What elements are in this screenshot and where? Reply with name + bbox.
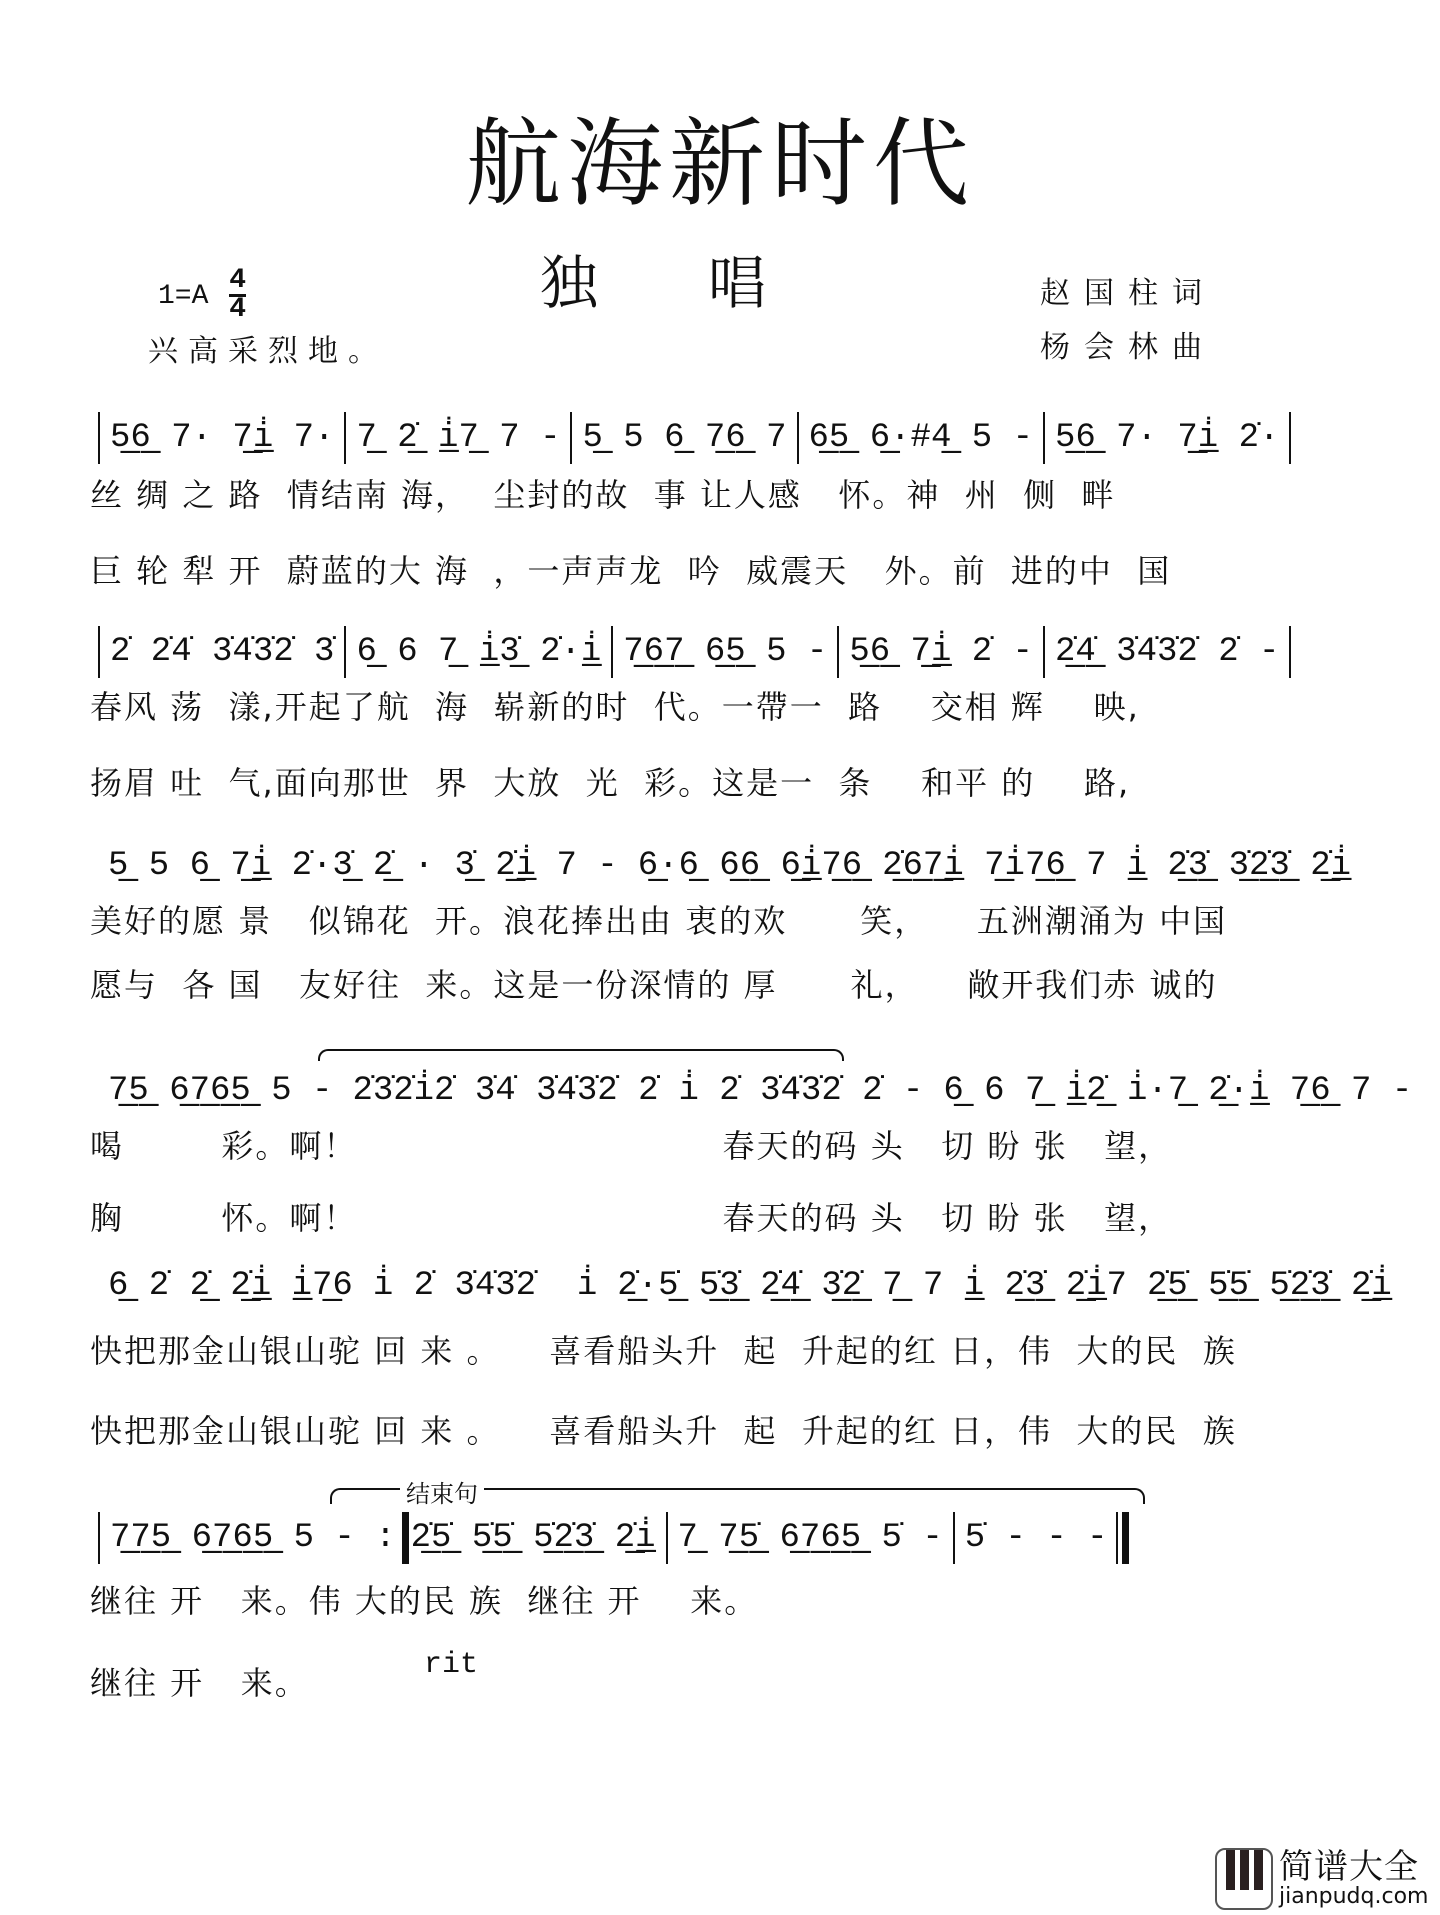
time-sig-bottom: 4 (229, 294, 247, 325)
lyric-verse-2: 胸 怀。啊！ 春天的码 头 切 盼 张 望， (90, 1199, 1173, 1237)
measure: 2̲̇5̲̇ 5̲̇5̲̇ 5̲̇2̲̇3̲̇ 2̲̇i̲̇ (410, 1519, 656, 1557)
measure: 7̲5̲ 6̲7̲6̲5̲ 5 - (108, 1072, 333, 1110)
lyric-verse-1: 喝 彩。啊！ 春天的码 头 切 盼 张 望， (90, 1127, 1173, 1165)
barline (344, 412, 346, 464)
watermark-name: 简谱大全 (1279, 1846, 1419, 1887)
lyric-verse-1: 美好的愿 景 似锦花 开。浪花捧出由 衷的欢 笑， 五洲潮涌为 中国 (90, 902, 1228, 940)
barline (666, 1512, 668, 1564)
measure: 2̲̇6̲7̲i̲̇ 7̲i̇7̲6̲ 7 (882, 847, 1107, 885)
notation-line (90, 840, 1360, 892)
measure: 6̲ 6 7̲ i̲̇3̲̇ 2̇·i̲̇ (356, 633, 602, 671)
lyric-verse-1: 春风 荡 漾,开起了航 海 崭新的时 代。一帶一 路 交相 辉 映, (90, 688, 1140, 726)
notation-line (90, 1065, 1413, 1117)
composer-credit: 杨会林曲 (1040, 330, 1216, 365)
score-row-6 (90, 1478, 1360, 1706)
measure: 2̲̇·i̲̇ 7̲6̲ 7 - (1208, 1072, 1413, 1110)
measure: 5̇ - - - (964, 1519, 1108, 1557)
lyric-verse-1: 继往 开 来。伟 大的民 族 继往 开 来。 (90, 1582, 759, 1620)
song-title: 航海新时代 (465, 108, 975, 220)
measure: 2̲̇5̲̇ 5̲̇5̲̇ 5̲̇2̲̇3̲̇ 2̲̇i̲̇ (1146, 1267, 1392, 1305)
lyric-verse-2: 快把那金山银山驼 回 来 。 喜看船头升 起 升起的红 日，伟 大的民 族 (90, 1412, 1237, 1450)
watermark-logo (1215, 1848, 1428, 1910)
barline (611, 626, 613, 678)
ending-bracket (330, 1480, 1145, 1508)
measure: 5̲6̲ 7· 7̲i̲̇ 2̇· (1054, 419, 1280, 457)
measure: i̇ 2̇ 3̇4̇3̇2̇ 2̇ - (678, 1072, 924, 1110)
barline (797, 412, 799, 464)
measure: i̲̇ 2̲̇3̲̇ 3̲̇2̲̇3̲̇ 2̲̇i̲̇ (1126, 847, 1351, 885)
score-row-1 (90, 412, 1360, 594)
barline (837, 626, 839, 678)
time-signature (229, 265, 247, 325)
measure: 7̲7̲5̲ 6̲7̲6̲5̲ 5 - : (110, 1519, 396, 1557)
notation-line (90, 412, 1360, 464)
ending-label: 结束句 (400, 1474, 484, 1509)
lyric-verse-2: 愿与 各 国 友好往 来。这是一份深情的 厚 礼， 敞开我们赤 诚的 (90, 966, 1218, 1004)
final-barline-thick (1122, 1512, 1129, 1564)
score-row-5 (90, 1260, 1392, 1454)
barline (344, 626, 346, 678)
lyric-verse-2: 扬眉 吐 气,面向那世 界 大放 光 彩。这是一 条 和平 的 路, (90, 764, 1131, 802)
final-barline-thin (1116, 1512, 1118, 1564)
tempo-mark: rit (424, 1648, 479, 1682)
score-row-2 (90, 626, 1360, 806)
measure: 6̲ 2̇ 2̲̇ 2̲̇i̲̇ i̲̇7̲6 (108, 1267, 353, 1305)
notation-line (90, 1260, 1392, 1312)
lyric-verse-2: 巨 轮 犁 开 蔚蓝的大 海 ，一声声龙 吟 威震天 外。前 进的中 国 (90, 552, 1172, 590)
barline (1289, 626, 1291, 678)
measure: 5̲ 5 6̲ 7̲6̲ 7 (582, 419, 787, 457)
piano-keys-icon (1215, 1848, 1273, 1910)
barline (953, 1512, 955, 1564)
barline (570, 412, 572, 464)
measure: 2̲̇·5̲̇ 5̲̇3̲̇ 2̲̇4̲̇ 3̲̇2̲̇ (617, 1267, 863, 1305)
barline (98, 626, 100, 678)
notation-line (90, 626, 1360, 678)
barline (98, 412, 100, 464)
measure: 6̲5̲ 6̲·#4̲ 5 - (808, 419, 1033, 457)
measure: 5̲ 5 6̲ 7̲i̲̇ 2̇·3̲̇ (108, 847, 353, 885)
key-label: 1=A (158, 280, 209, 312)
lyric-verse-1: 快把那金山银山驼 回 来 。 喜看船头升 起 升起的红 日，伟 大的民 族 (90, 1332, 1237, 1370)
score-row-3 (90, 840, 1360, 1008)
barline (98, 1512, 100, 1564)
measure: 7̲6̲7̲ 6̲5̲ 5 - (623, 633, 828, 671)
measure: 2̲̇ · 3̲̇ 2̲̇i̲̇ 7 - (372, 847, 618, 885)
measure: 7̲ 7 i̲̇ 2̲̇3̲̇ 2̲̇i̲̇7 (882, 1267, 1127, 1305)
measure: 7̲ 2̲̇ i̲̇7̲ 7 - (356, 419, 561, 457)
repeat-barline (402, 1512, 409, 1564)
measure: 7̲ 7̲5̲̇ 6̲7̲6̲5̲ 5̇ - (677, 1519, 943, 1557)
slur (318, 1049, 844, 1061)
notation-line (90, 1512, 1360, 1564)
key-signature (158, 265, 247, 325)
measure: i̇ 2̇ 3̇4̇3̇2̇ i̇ (372, 1267, 598, 1305)
score-row-4 (90, 1045, 1413, 1241)
performance-type: 独唱 (540, 249, 877, 317)
measure: 2̲̇4̲̇ 3̇4̇3̇2̇ 2̇ - (1054, 633, 1280, 671)
measure: 6̲ 6 7̲ i̲̇2̲̇ i̇·7̲ (943, 1072, 1189, 1110)
lyricist-credit: 赵国柱词 (1040, 276, 1216, 311)
measure: 2̇ 2̇4̇ 3̇4̇3̇2̇ 3̇ (110, 633, 335, 671)
measure: 6̲·6̲ 6̲6̲ 6̲i̲̇7̲6̲ (637, 847, 863, 885)
barline (1043, 412, 1045, 464)
lyric-verse-2: 继往 开 来。 (90, 1664, 309, 1702)
barline (1289, 412, 1291, 464)
expression-mark: 兴高采烈地。 (148, 334, 388, 369)
measure: 2̇3̇2̇i̇2̇ 3̇4̇ 3̇4̇3̇2̇ 2̇ (352, 1072, 659, 1110)
lyric-verse-1: 丝 绸 之 路 情结南 海， 尘封的故 事 让人感 怀。神 州 侧 畔 (90, 476, 1116, 514)
time-sig-top: 4 (229, 265, 247, 296)
barline (1043, 626, 1045, 678)
watermark-url: jianpudq.com (1279, 1884, 1429, 1910)
measure: 5̲6̲ 7̲i̲̇ 2̇ - (849, 633, 1033, 671)
measure: 5̲6̲ 7· 7̲i̲̇ 7· (110, 419, 335, 457)
